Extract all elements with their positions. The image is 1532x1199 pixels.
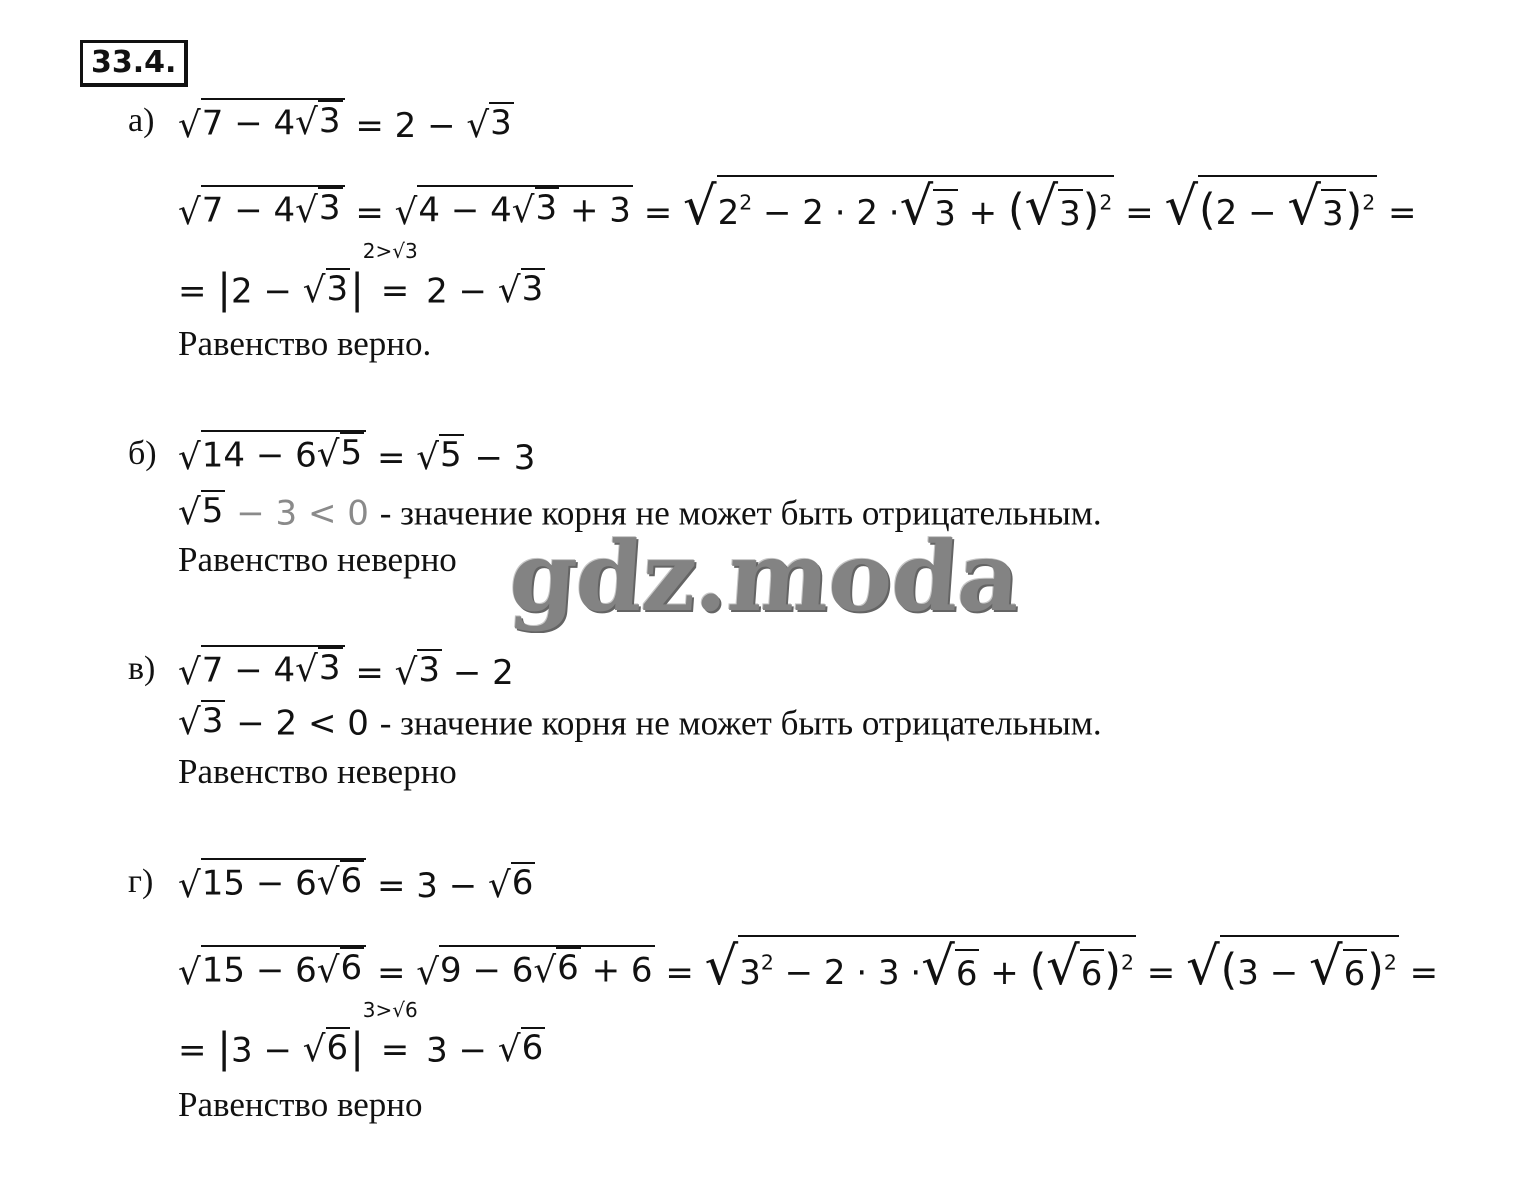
part-v-note: √ 3 − 2 < 0 - значение корня не может быть отрицательным. bbox=[178, 701, 1102, 744]
part-a-label: а) bbox=[128, 102, 155, 139]
part-a-conclusion-math: = |2 − √ 3 | 2>√3 = 2 − √ 3 bbox=[178, 239, 544, 313]
part-v-result: Равенство неверно bbox=[178, 752, 457, 791]
part-g-result: Равенство верно bbox=[178, 1085, 423, 1124]
part-g-derivation: √ 15 − 6 √ 6 = √ 9 − 6 √ 6 + 6 = √ $3^2 - 2 \cdot 3$ · √ 6 + ( √ 6 )$^2$ = √ (3 − √ 6 )$^2$ = bbox=[178, 936, 1439, 997]
part-g-label: г) bbox=[128, 863, 154, 900]
part-a-derivation: √ 7 − 4 √ 3 = √ 4 − 4 √ 3 + 3 = √ $2^2 - 2 \cdot 2$ · √ 3 + ( √ 3 )$^2$ = √ (2 − √ 3 )$^2$ = bbox=[178, 176, 1417, 237]
part-v-statement: √ 7 − 4 √ 3 = √ 3 − 2 bbox=[178, 645, 514, 693]
part-a-statement: √ 7 − 4 √ 3 = 2 − √ 3 bbox=[178, 98, 514, 146]
part-a-result: Равенство верно. bbox=[178, 324, 432, 363]
part-b-statement: √ 14 − 6 √ 5 = √ 5 − 3 bbox=[178, 430, 535, 478]
part-b-result: Равенство неверно bbox=[178, 540, 457, 579]
part-v-label: в) bbox=[128, 650, 156, 687]
problem-number: 33.4. bbox=[80, 40, 188, 87]
watermark: gdz.moda bbox=[506, 520, 1024, 633]
part-b-label: б) bbox=[128, 435, 157, 472]
part-g-conclusion-math: = |3 − √ 6 | 3>√6 = 3 − √ 6 bbox=[178, 998, 544, 1072]
part-b-note: √ 5 − 3 < 0 - значение корня не может быть отрицательным. bbox=[178, 491, 1102, 534]
part-g-statement: √ 15 − 6 √ 6 = 3 − √ 6 bbox=[178, 858, 535, 906]
